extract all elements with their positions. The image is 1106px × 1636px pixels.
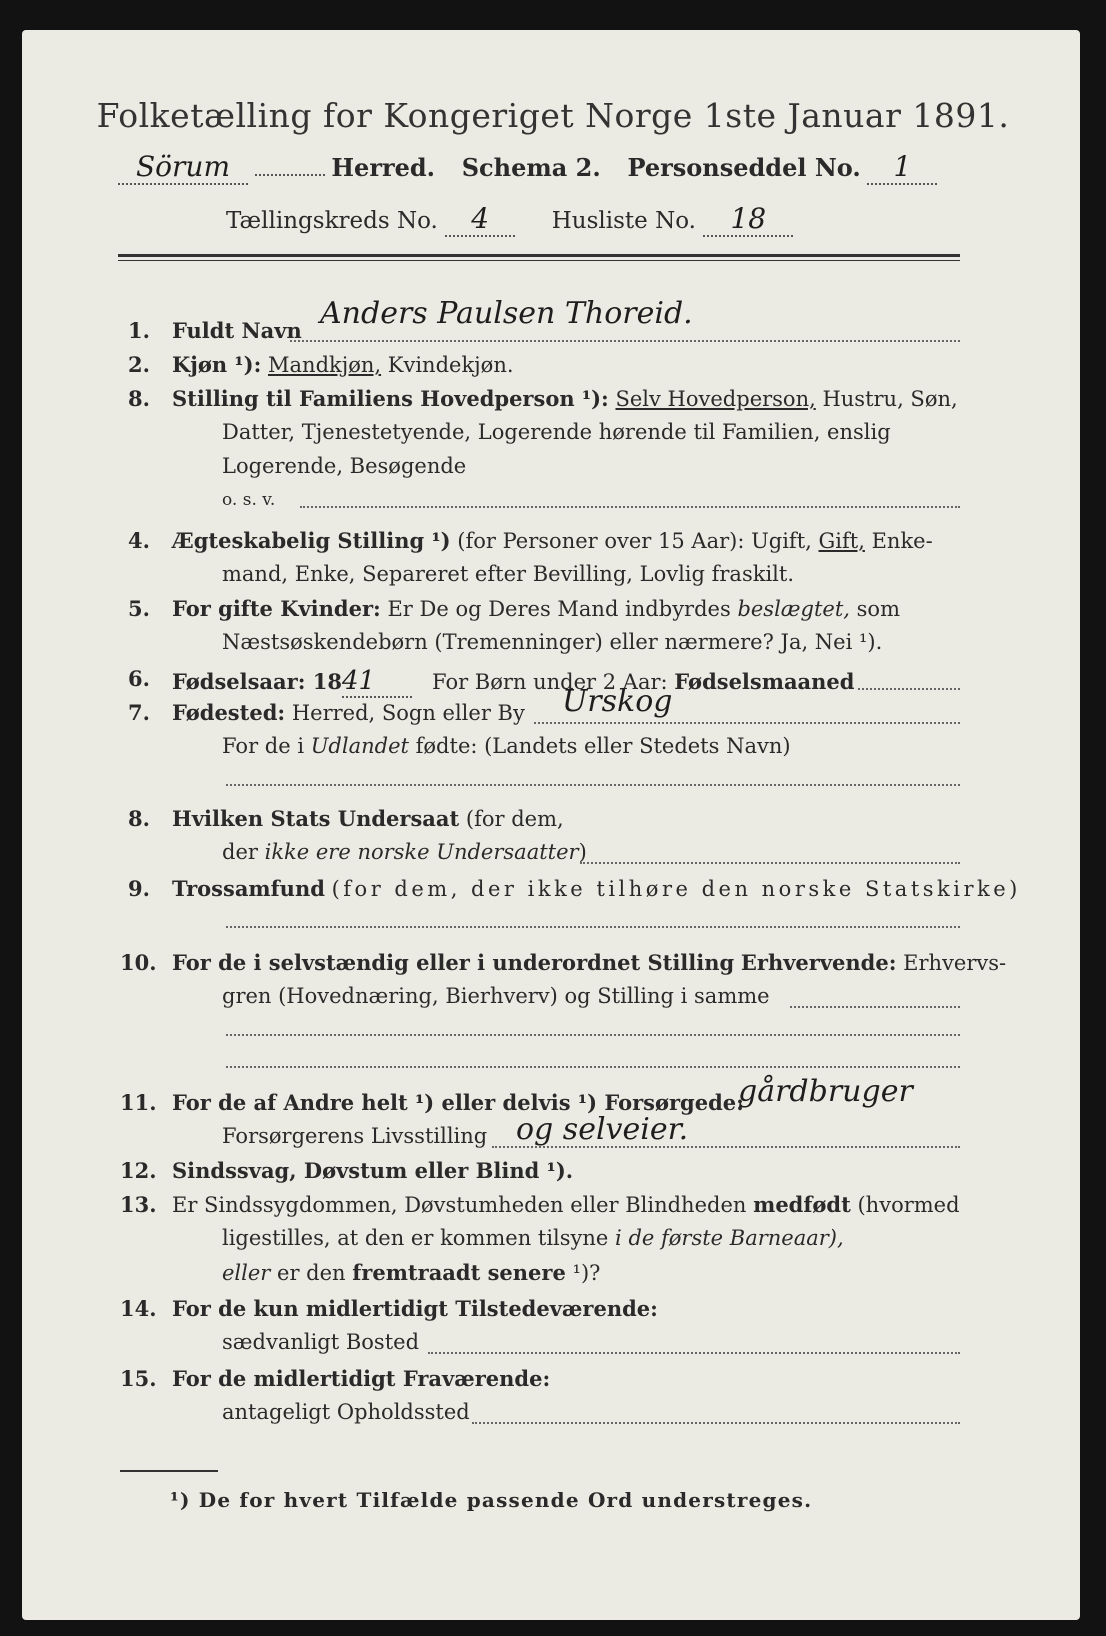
field-10-line2: gren (Hovednæring, Bierhverv) og Stilling i samme (222, 984, 770, 1008)
field-6-label: Fødselsaar: 18 (172, 669, 342, 694)
field-2-number: 2. (128, 352, 150, 377)
field-13-text: Er Sindssygdommen, Døvstumheden eller Blindheden (172, 1193, 747, 1217)
header-rule-thin (118, 260, 960, 261)
field-6-text: For Børn under 2 Aar: (432, 670, 668, 694)
field-13-line3-em: eller (222, 1261, 271, 1285)
field-7-label: Fødested: (172, 700, 286, 725)
field-11-value: gårdbruger (738, 1074, 913, 1109)
husliste-label: Husliste No. (551, 208, 696, 234)
field-8 (172, 806, 564, 831)
herred-line (118, 150, 937, 185)
field-5-number: 5. (128, 596, 150, 621)
field-14-number: 14. (120, 1296, 157, 1321)
field-1-label: Fuldt Navn (172, 318, 302, 343)
personseddel-value: 1 (867, 150, 937, 185)
field-13 (172, 1192, 960, 1217)
field-7-line2-b: fødte: (Landets eller Stedets Navn) (415, 734, 791, 758)
field-2-option-mandkjon: Mandkjøn, (268, 353, 382, 377)
field-9-text: (for dem, der ikke tilhøre den norske Statskirke) (331, 877, 1021, 901)
field-13-line3-a: er den (277, 1261, 346, 1285)
field-9 (172, 876, 1021, 901)
footnote: ¹) De for hvert Tilfælde passende Ord understreges. (170, 1488, 813, 1512)
field-13-line2 (222, 1226, 844, 1250)
field-15-line (472, 1422, 960, 1424)
field-8-text: (for dem, (465, 807, 564, 831)
field-1-value: Anders Paulsen Thoreid. (320, 296, 693, 331)
field-11-label: For de af Andre helt ¹) eller delvis ¹) Forsørgede: (172, 1090, 744, 1115)
field-12-label: Sindssvag, Døvstum eller Blind ¹). (172, 1158, 574, 1183)
field-8-line2: der ikke ere norske Undersaatter) (222, 840, 587, 864)
field-4-text2: Enke- (871, 529, 933, 553)
field-10-text: Erhvervs- (903, 951, 1007, 975)
field-4-option-gift: Gift, (818, 529, 865, 553)
field-13-line2-a: ligestilles, at den er kommen tilsyne (222, 1226, 609, 1250)
field-6-line (858, 688, 960, 690)
field-7-number: 7. (128, 700, 150, 725)
field-8-line2-a: der (222, 840, 258, 864)
field-4-line2: mand, Enke, Separeret efter Bevilling, Lovlig fraskilt. (222, 562, 795, 586)
field-1-number: 1. (128, 318, 150, 343)
field-3-option-selv: Selv Hovedperson, (615, 387, 816, 411)
field-5-text: Er De og Deres Mand indbyrdes (387, 597, 731, 621)
field-3-line2: Datter, Tjenestetyende, Logerende hørende til Familien, enslig (222, 420, 891, 444)
kreds-line (226, 202, 793, 237)
field-10-label2: Erhvervende: (740, 950, 897, 975)
field-3-rest: Hustru, Søn, (822, 387, 958, 411)
field-8-number: 8. (128, 806, 150, 831)
field-1-line (290, 340, 960, 342)
field-7-line (534, 722, 960, 724)
schema-label: Schema 2. (461, 153, 601, 182)
field-13-line2-em: i de første Barneaar), (615, 1226, 844, 1250)
field-3-line3: Logerende, Besøgende (222, 454, 467, 478)
field-15-number: 15. (120, 1366, 157, 1391)
header-rule (118, 254, 960, 257)
field-11-value2: og selveier. (516, 1112, 689, 1147)
kreds-value: 4 (445, 202, 515, 237)
field-14-line (428, 1352, 960, 1354)
field-3-line4: o. s. v. (222, 490, 276, 510)
field-4 (172, 528, 933, 553)
field-15-line2: antageligt Opholdssted (222, 1400, 470, 1424)
personseddel-label: Personseddel No. (627, 153, 861, 182)
field-2-option-kvindekjon: Kvindekjøn. (387, 353, 514, 377)
field-14-line2: sædvanligt Bosted (222, 1330, 420, 1354)
field-10-line3 (226, 1034, 960, 1036)
field-8-line (580, 862, 960, 864)
field-11-number: 11. (120, 1090, 157, 1115)
field-9-number: 9. (128, 876, 150, 901)
field-7-text: Herred, Sogn eller By (291, 701, 525, 725)
field-10-label: For de i selvstændig eller i underordnet Stilling (172, 950, 735, 975)
field-9-line (226, 926, 960, 928)
kreds-label: Tællingskreds No. (226, 208, 438, 234)
field-13-bold: medfødt (753, 1192, 851, 1217)
field-5-text2: som (856, 597, 900, 621)
field-5-label: For gifte Kvinder: (172, 596, 381, 621)
field-2-label: Kjøn ¹): (172, 352, 262, 377)
field-6-label2: Fødselsmaaned (674, 669, 855, 694)
herred-value: Sörum (118, 150, 248, 185)
field-6 (172, 666, 854, 698)
field-10-line4 (226, 1066, 960, 1068)
field-6-value: 41 (342, 666, 412, 698)
field-7-value: Urskog (562, 684, 673, 719)
field-5-emphasis: beslægtet, (737, 597, 850, 621)
field-3 (172, 386, 958, 411)
field-5 (172, 596, 900, 621)
field-13-number: 13. (120, 1192, 157, 1217)
field-4-label: Ægteskabelig Stilling ¹) (172, 528, 451, 553)
field-4-text: (for Personer over 15 Aar): Ugift, (457, 529, 812, 553)
field-1 (172, 318, 302, 343)
field-14-label: For de kun midlertidigt Tilstedeværende: (172, 1296, 658, 1321)
form-title: Folketælling for Kongeriget Norge 1ste Januar 1891. (96, 96, 1010, 135)
field-3-number: 8. (128, 386, 150, 411)
field-15-label: For de midlertidigt Fraværende: (172, 1366, 551, 1391)
field-10 (172, 950, 1006, 975)
field-11-line2: Forsørgerens Livsstilling (222, 1124, 488, 1148)
footnote-rule (120, 1470, 218, 1472)
field-3-label: Stilling til Familiens Hovedperson ¹): (172, 386, 609, 411)
herred-label: Herred. (331, 153, 436, 182)
husliste-value: 18 (703, 202, 793, 237)
field-7 (172, 700, 525, 725)
field-13-line3 (222, 1260, 600, 1285)
field-7-line2-em: Udlandet (310, 734, 409, 758)
field-3-line (300, 506, 960, 508)
field-7-line2 (222, 734, 791, 758)
field-13-line3-bold: fremtraadt senere (352, 1260, 566, 1285)
field-7-line3 (226, 784, 960, 786)
herred-dots (255, 174, 325, 176)
field-8-line2-em: ikke ere norske Undersaatter (264, 840, 579, 864)
field-12-number: 12. (120, 1158, 157, 1183)
field-10-number: 10. (120, 950, 157, 975)
field-7-line2-a: For de i (222, 734, 305, 758)
field-8-label: Hvilken Stats Undersaat (172, 806, 460, 831)
field-13-line3-b: ¹)? (572, 1261, 601, 1285)
field-13-text2: (hvormed (857, 1193, 960, 1217)
field-10-line (790, 1006, 960, 1008)
field-4-number: 4. (128, 528, 150, 553)
field-6-number: 6. (128, 666, 150, 691)
field-5-line2: Næstsøskendebørn (Tremenninger) eller nærmere? Ja, Nei ¹). (222, 630, 883, 654)
field-9-label: Trossamfund (172, 876, 325, 901)
field-2 (172, 352, 514, 377)
